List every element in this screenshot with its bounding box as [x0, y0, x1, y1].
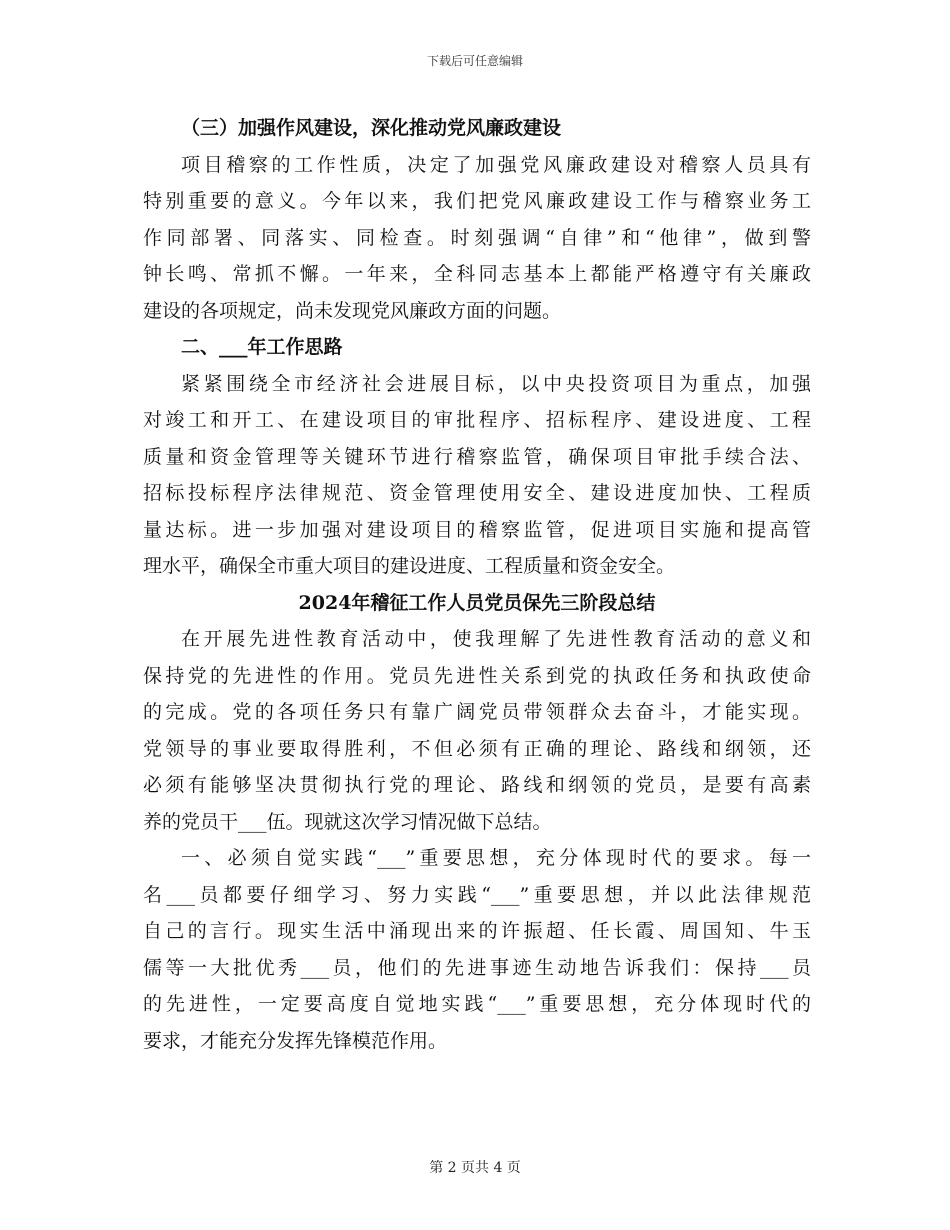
paragraph-line: 特别重要的意义。今年以来，我们把党风廉政建设工作与稽察业务工 [143, 190, 811, 212]
paragraph-line: 一、必须自觉实践“___”重要思想，充分体现时代的要求。每一 [181, 847, 811, 869]
paragraph-line: 要求，才能充分发挥先锋模范作用。 [143, 1029, 448, 1052]
paragraph-line: 党领导的事业要取得胜利，不但必须有正确的理论、路线和纲领，还 [143, 737, 811, 760]
section-heading: 二、___年工作思路 [181, 336, 343, 358]
paragraph-line: 对竣工和开工、在建设项目的审批程序、招标程序、建设进度、工程 [143, 409, 811, 431]
paragraph-line: 的先进性，一定要高度自觉地实践“___”重要思想，充分体现时代的 [143, 993, 811, 1015]
section-heading: （三）加强作风建设，深化推动党风廉政建设 [181, 117, 562, 139]
page-footer: 第 2 页共 4 页 [429, 1160, 521, 1176]
paragraph-line: 名___员都要仔细学习、努力实践“___”重要思想，并以此法律规范 [143, 883, 811, 906]
paragraph-line: 自己的言行。现实生活中涌现出来的许振超、任长霞、周国知、牛玉 [143, 920, 811, 942]
paragraph-line: 保持党的先进性的作用。党员先进性关系到党的执政任务和执政使命 [143, 664, 811, 687]
paragraph-line: 理水平，确保全市重大项目的建设进度、工程质量和资金安全。 [143, 555, 676, 577]
paragraph-line: 钟长鸣、常抓不懈。一年来，全科同志基本上都能严格遵守有关廉政 [143, 263, 811, 285]
document-body [143, 110, 811, 1059]
paragraph-line: 养的党员干___伍。现就这次学习情况做下总结。 [143, 810, 552, 833]
page-header: 下载后可任意编辑 [426, 54, 523, 68]
document-title: 2024年稽征工作人员党员保先三阶段总结 [298, 591, 656, 614]
paragraph-line: 儒等一大批优秀___员，他们的先进事迹生动地告诉我们：保持___员 [143, 956, 811, 979]
paragraph-line: 紧紧围绕全市经济社会进展目标，以中央投资项目为重点，加强 [181, 372, 811, 395]
paragraph-line: 作同部署、同落实、同检查。时刻强调“自律”和“他律”，做到警 [143, 226, 811, 249]
paragraph-line: 在开展先进性教育活动中，使我理解了先进性教育活动的意义和 [181, 628, 811, 650]
paragraph-line: 项目稽察的工作性质，决定了加强党风廉政建设对稽察人员具有 [181, 153, 811, 176]
paragraph-line: 质量和资金管理等关键环节进行稽察监管，确保项目审批手续合法、 [143, 445, 811, 468]
paragraph-line: 招标投标程序法律规范、资金管理使用安全、建设进度加快、工程质 [143, 482, 811, 504]
paragraph-line: 建设的各项规定，尚未发现党风廉政方面的问题。 [143, 299, 562, 322]
paragraph-line: 的完成。党的各项任务只有靠广阔党员带领群众去奋斗，才能实现。 [143, 701, 811, 723]
paragraph-line: 必须有能够坚决贯彻执行党的理论、路线和纲领的党员，是要有高素 [143, 774, 811, 796]
paragraph-line: 量达标。进一步加强对建设项目的稽察监管，促进项目实施和提高管 [143, 518, 811, 541]
